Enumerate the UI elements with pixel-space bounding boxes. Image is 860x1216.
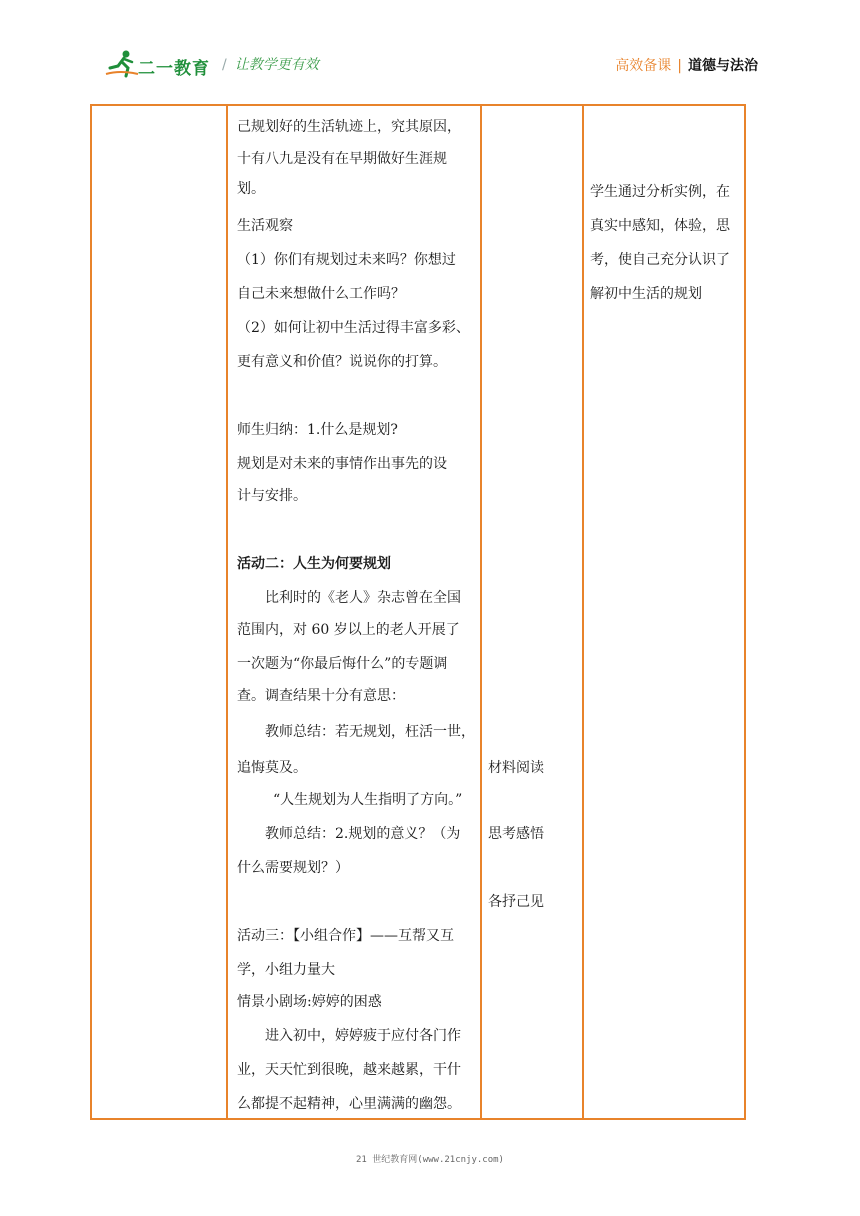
text-line: 追悔莫及。 [237, 760, 307, 776]
header-right [615, 55, 758, 75]
header-separator: | [677, 58, 682, 74]
text-line: 进入初中，婷婷疲于应付各门作 [265, 1028, 461, 1044]
logo-text: 二一教育 [138, 59, 210, 79]
section-heading: 生活观察 [237, 218, 293, 234]
text-line: 学生通过分析实例，在 [590, 184, 730, 200]
text-line: 比利时的《老人》杂志曾在全国 [265, 590, 461, 606]
text-line: 查。调查结果十分有意思： [237, 688, 405, 704]
lesson-table [90, 104, 746, 1120]
slash-divider: / [222, 57, 227, 73]
text-line: 真实中感知，体验，思 [590, 218, 730, 234]
column-divider [480, 106, 482, 1118]
text-line: 规划是对未来的事情作出事先的设 [237, 456, 447, 472]
subject-label: 道德与法治 [688, 58, 758, 74]
text-line: （2）如何让初中生活过得丰富多彩、 [237, 320, 470, 336]
text-line: 一次题为“你最后悔什么”的专题调 [237, 656, 448, 672]
text-line: 自己未来想做什么工作吗？ [237, 286, 405, 302]
text-line: 十有八九是没有在早期做好生涯规 [237, 151, 447, 167]
text-line: 各抒己见 [488, 894, 544, 910]
text-line: 更有意义和价值？说说你的打算。 [237, 354, 447, 370]
text-line: 么都提不起精神，心里满满的幽怨。 [237, 1096, 461, 1112]
text-line: 划。 [237, 181, 265, 197]
text-line: 情景小剧场:婷婷的困惑 [237, 994, 382, 1010]
activity-heading: 活动三：【小组合作】——互帮又互 [237, 928, 454, 944]
text-line: 计与安排。 [237, 488, 307, 504]
page-footer: 21 世纪教育网(www.21cnjy.com) [356, 1155, 504, 1165]
text-line: 教师总结：若无规划，枉活一世， [265, 724, 475, 740]
text-line: 学，小组力量大 [237, 962, 335, 978]
activity-heading: 活动二：人生为何要规划 [237, 556, 391, 572]
slogan [222, 54, 319, 74]
text-line: 范围内，对 60 岁以上的老人开展了 [237, 622, 460, 638]
text-line: 业，天天忙到很晚，越来越累，干什 [237, 1062, 461, 1078]
text-line: 师生归纳：1.什么是规划? [237, 422, 398, 438]
text-line: “人生规划为人生指明了方向。” [273, 792, 463, 808]
column-divider [582, 106, 584, 1118]
text-line: 什么需要规划？） [237, 860, 349, 876]
course-label: 高效备课 [615, 58, 672, 74]
text-line: 考，使自己充分认识了 [590, 252, 730, 268]
text-line: 教师总结：2.规划的意义？（为 [265, 826, 461, 842]
column-divider [226, 106, 228, 1118]
text-line: 材料阅读 [488, 760, 544, 776]
text-line: 解初中生活的规划 [590, 286, 702, 302]
slogan-text: 让教学更有效 [234, 57, 319, 73]
text-line: （1）你们有规划过未来吗？你想过 [237, 252, 456, 268]
text-line: 己规划好的生活轨迹上，究其原因， [237, 119, 461, 135]
page-header [0, 0, 860, 100]
text-line: 思考感悟 [488, 826, 544, 842]
logo [104, 48, 214, 80]
